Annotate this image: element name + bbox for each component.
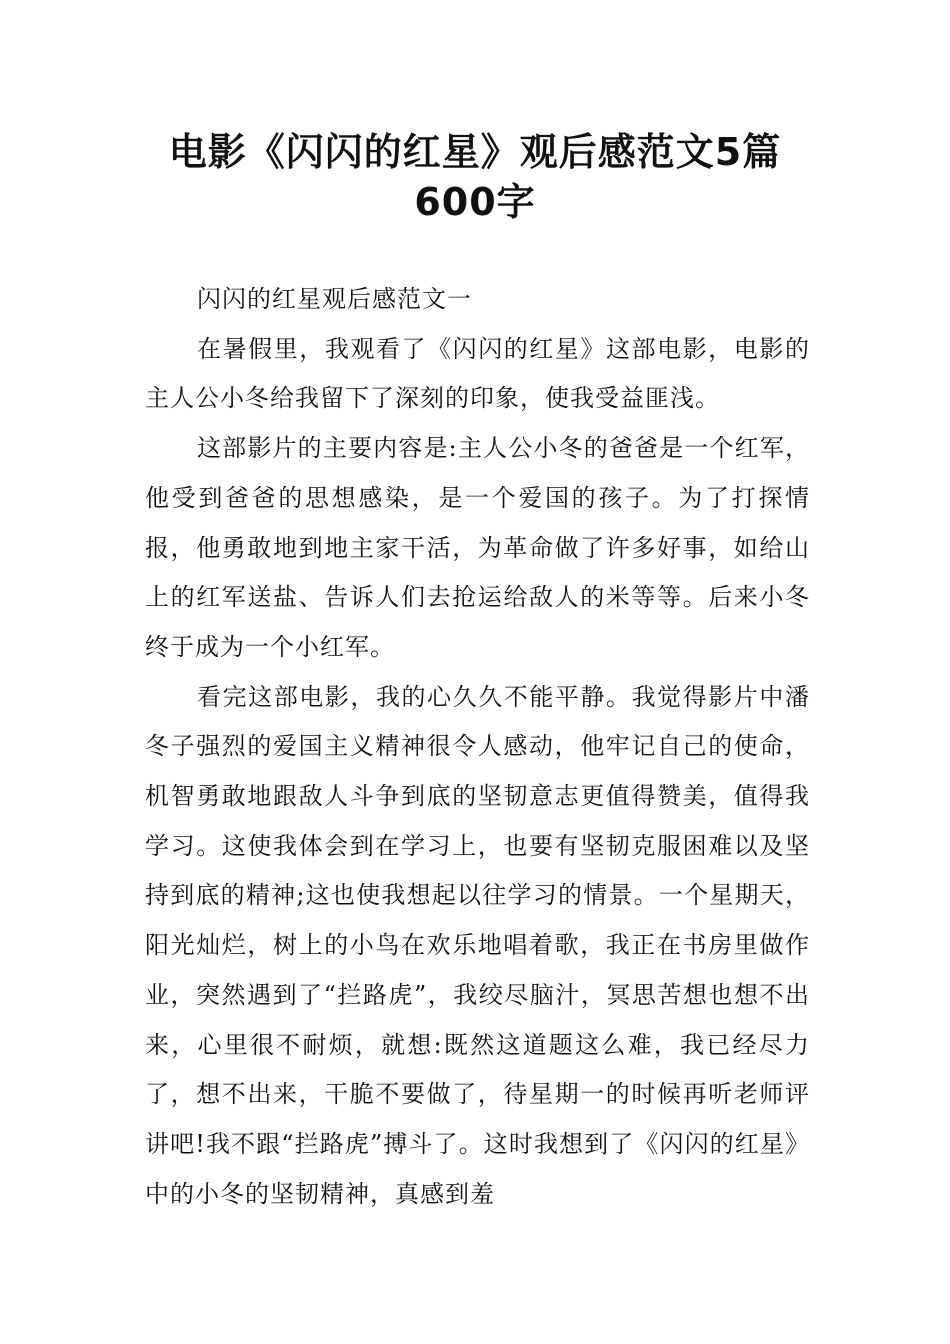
document-title-line-1: 电影《闪闪的红星》观后感范文5篇	[168, 130, 782, 174]
document-body	[145, 275, 810, 1219]
paragraph-2: 这部影片的主要内容是:主人公小冬的爸爸是一个红军，他受到爸爸的思想感染，是一个爱国的孩子。为了打探情报，他勇敢地到地主家干活，为革命做了许多好事，如给山上的红军送盐、告诉人们去抢运给敌人的米等等。后来小冬终于成为一个小红军。	[145, 434, 810, 661]
paragraph-1: 在暑假里，我观看了《闪闪的红星》这部电影，电影的主人公小冬给我留下了深刻的印象，使我受益匪浅。	[145, 334, 810, 413]
document-title-line-2: 600字	[414, 180, 536, 224]
paragraph-3: 看完这部电影，我的心久久不能平静。我觉得影片中潘冬子强烈的爱国主义精神很令人感动，他牢记自己的使命，机智勇敢地跟敌人斗争到底的坚韧意志更值得赞美，值得我学习。这使我体会到在学习上，也要有坚韧克服困难以及坚持到底的精神;这也使我想起以往学习的情景。一个星期天，阳光灿烂，树上的小鸟在欢乐地唱着歌，我正在书房里做作业，突然遇到了“拦路虎”，我绞尽脑汁，冥思苦想也想不出来，心里很不耐烦，就想:既然这道题这么难，我已经尽力了，想不出来，干脆不要做了，待星期一的时候再听老师评讲吧!我不跟“拦路虎”搏斗了。这时我想到了《闪闪的红星》中的小冬的坚韧精神，真感到羞	[145, 682, 810, 1208]
section-heading: 闪闪的红星观后感范文一	[197, 285, 472, 313]
